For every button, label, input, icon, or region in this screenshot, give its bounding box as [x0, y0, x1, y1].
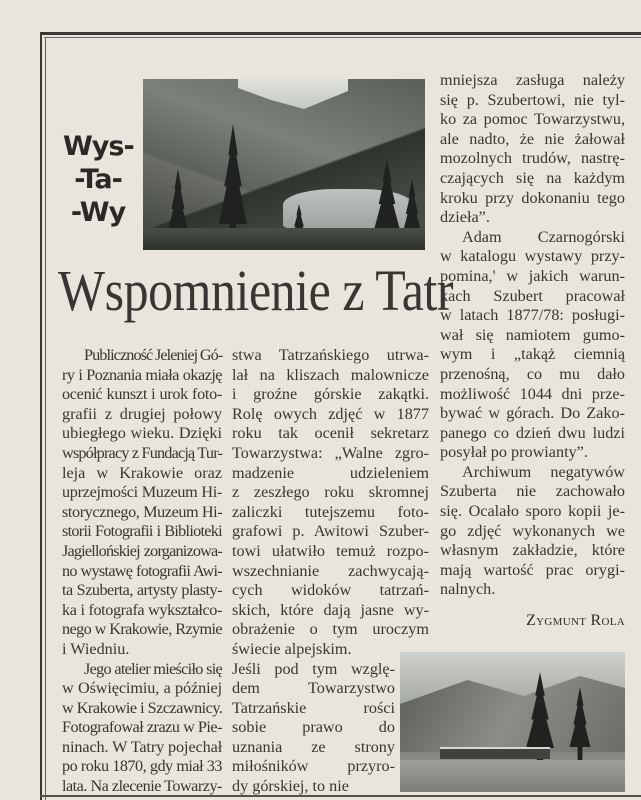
page-bottom-rule — [40, 795, 641, 797]
text-line: się p. Szubertowi, nie tyl- — [440, 90, 625, 109]
photo-hills — [400, 672, 625, 752]
text-line: zaliczki tutejszemu foto- — [232, 502, 429, 521]
logo-line: -Ta- — [74, 164, 122, 195]
text-line: Jego atelier mieściło się — [84, 659, 222, 678]
text-line: ninach. W Tatry pojechał — [62, 737, 223, 756]
text-line: roku tak ocenił sekretarz — [232, 424, 429, 443]
text-line: dzieła”. — [440, 208, 490, 227]
text-line: panego co dzień dwu ludzi — [440, 423, 625, 442]
text-line: w latach 1877/78: posługi- — [440, 306, 625, 325]
text-line: lata. Na zlecenie Towarzy- — [62, 777, 222, 796]
text-line: kroku przy dokonaniu tego — [440, 188, 625, 207]
text-line: kach Szubert pracował — [440, 286, 625, 305]
text-line: świecie alpejskim. — [232, 639, 352, 658]
text-line: Fotografował zrazu w Pie- — [62, 718, 222, 737]
text-line: Tatrzańskie rości — [232, 698, 395, 717]
article-column-1 — [62, 346, 222, 797]
text-line: i Wiedniu. — [62, 639, 130, 658]
text-line: własnym zakładzie, które — [440, 541, 625, 560]
text-line: grafii z drugiej połowy — [62, 404, 222, 423]
text-line: bywać w górach. Do Zako- — [440, 404, 625, 423]
text-line: w katalogu wystawy przy- — [440, 247, 625, 266]
text-line: i groźne górskie zakątki. — [232, 385, 429, 404]
paragraph — [440, 228, 625, 463]
text-line: miłośników przyro- — [232, 757, 395, 776]
frame-border-top-inner — [44, 37, 641, 38]
text-line: sobie prawo do — [232, 718, 395, 737]
text-line: dem Towarzystwo — [232, 679, 395, 698]
text-line: współpracy z Fundacją Tur- — [62, 443, 223, 462]
text-line: mniejsza zasługa należy — [440, 71, 625, 89]
text-line: Towarzystwa: „Walne zgro- — [232, 443, 429, 462]
text-line: ta Szuberta, artysty plasty- — [62, 581, 222, 600]
text-line: przenośną, co mu dało — [440, 364, 625, 383]
text-line: po roku 1870, gdy miał 33 — [62, 757, 222, 776]
text-line: cych widoków tatrzań- — [232, 581, 429, 600]
text-line: wał się namiotem gumo- — [440, 325, 625, 344]
text-line: z zeszłego roku skromnej — [232, 483, 429, 502]
logo-line: Wys- — [63, 131, 134, 162]
text-line: ale nadto, że nie żałował — [440, 129, 625, 148]
paragraph — [62, 660, 222, 797]
text-line: Jagiellońskiej zorganizowa- — [62, 541, 222, 560]
frame-border-left-inner — [45, 37, 46, 800]
mountain-lake-photo — [143, 79, 425, 250]
photo-bridge — [440, 747, 550, 759]
text-line: Adam Czarnogórski — [462, 227, 625, 246]
article-title: Wspomnienie z Tatr — [58, 258, 454, 323]
paragraph — [232, 346, 429, 660]
frame-border-top — [40, 32, 641, 35]
text-line: skich, które dają jasne wy- — [232, 600, 429, 619]
text-line: w Oświęcimiu, a później — [62, 679, 222, 698]
valley-bridge-photo — [400, 652, 625, 792]
text-line: stwa Tatrzańskiego utrwa- — [232, 346, 429, 364]
text-line: madzenie udzieleniem — [232, 463, 429, 482]
text-line: Rolę owych zdjęć w 1877 — [232, 404, 429, 423]
text-line: leja w Krakowie oraz — [62, 463, 222, 482]
text-line: się. Ocalało sporo kopii je- — [440, 502, 625, 521]
text-line: ko za pomoc Towarzystwu, — [440, 110, 625, 129]
photo-ground — [143, 228, 425, 250]
frame-border-left — [40, 32, 42, 800]
text-line: ubiegłego wieku. Dzięki — [62, 424, 222, 443]
text-line: grafowi p. Awitowi Szuber- — [232, 522, 429, 541]
text-line: mozolnych trudów, nastrę- — [440, 149, 625, 168]
text-line: dy górskiej, to nie — [232, 777, 349, 796]
text-line: możliwość 1044 dni prze- — [440, 384, 625, 403]
text-line: Jeśli pod tym wzglę- — [232, 659, 395, 678]
paragraph — [62, 346, 222, 660]
text-line: go zdjęć wykonanych we — [440, 521, 625, 540]
text-line: lał na kliszach malownicze — [232, 365, 429, 384]
paragraph — [440, 463, 625, 600]
paragraph — [440, 71, 625, 228]
text-line: Szuberta nie zachowało — [440, 482, 625, 501]
text-line: Publiczność Jeleniej Gó- — [84, 346, 223, 364]
text-line: nalnych. — [440, 580, 496, 599]
text-line: towi ułatwiło temuż rozpo- — [232, 541, 429, 560]
photo-sky — [238, 79, 348, 109]
text-line: mają wartość prac orygi- — [440, 560, 625, 579]
author-byline: Zygmunt Rola — [526, 612, 625, 629]
text-line: ka i fotografa wykształco- — [62, 600, 222, 619]
text-line: no wystawę fotografii Awi- — [62, 561, 222, 580]
article-column-3 — [440, 71, 625, 600]
text-line: obrażenie o tym uroczym — [232, 620, 429, 639]
photo-field — [400, 760, 625, 792]
section-logo-wystawy — [63, 130, 133, 229]
text-line: nego w Krakowie, Rzymie — [62, 620, 222, 639]
text-line: wym i „takąż ciemnią — [440, 345, 625, 364]
text-line: ry i Poznania miała okazję — [62, 365, 222, 384]
text-line: pomina,' w jakich warun- — [440, 266, 625, 285]
text-line: wszechnianie zachwycają- — [232, 561, 429, 580]
logo-line: -Wy — [70, 197, 126, 228]
text-line: w Krakowie i Szczawnicy. — [62, 698, 223, 717]
text-line: storii Fotografii i Biblioteki — [62, 522, 222, 541]
text-line: storycznego, Muzeum Hi- — [62, 502, 223, 521]
text-line: czających się na każdym — [440, 168, 625, 187]
text-line: uprzejmości Muzeum Hi- — [62, 483, 222, 502]
text-line: Archiwum negatywów — [462, 462, 625, 481]
text-line: posyłał po prowianty”. — [440, 443, 588, 462]
text-line: uznania ze strony — [232, 737, 395, 756]
text-line: ocenić kunszt i urok foto- — [62, 385, 222, 404]
